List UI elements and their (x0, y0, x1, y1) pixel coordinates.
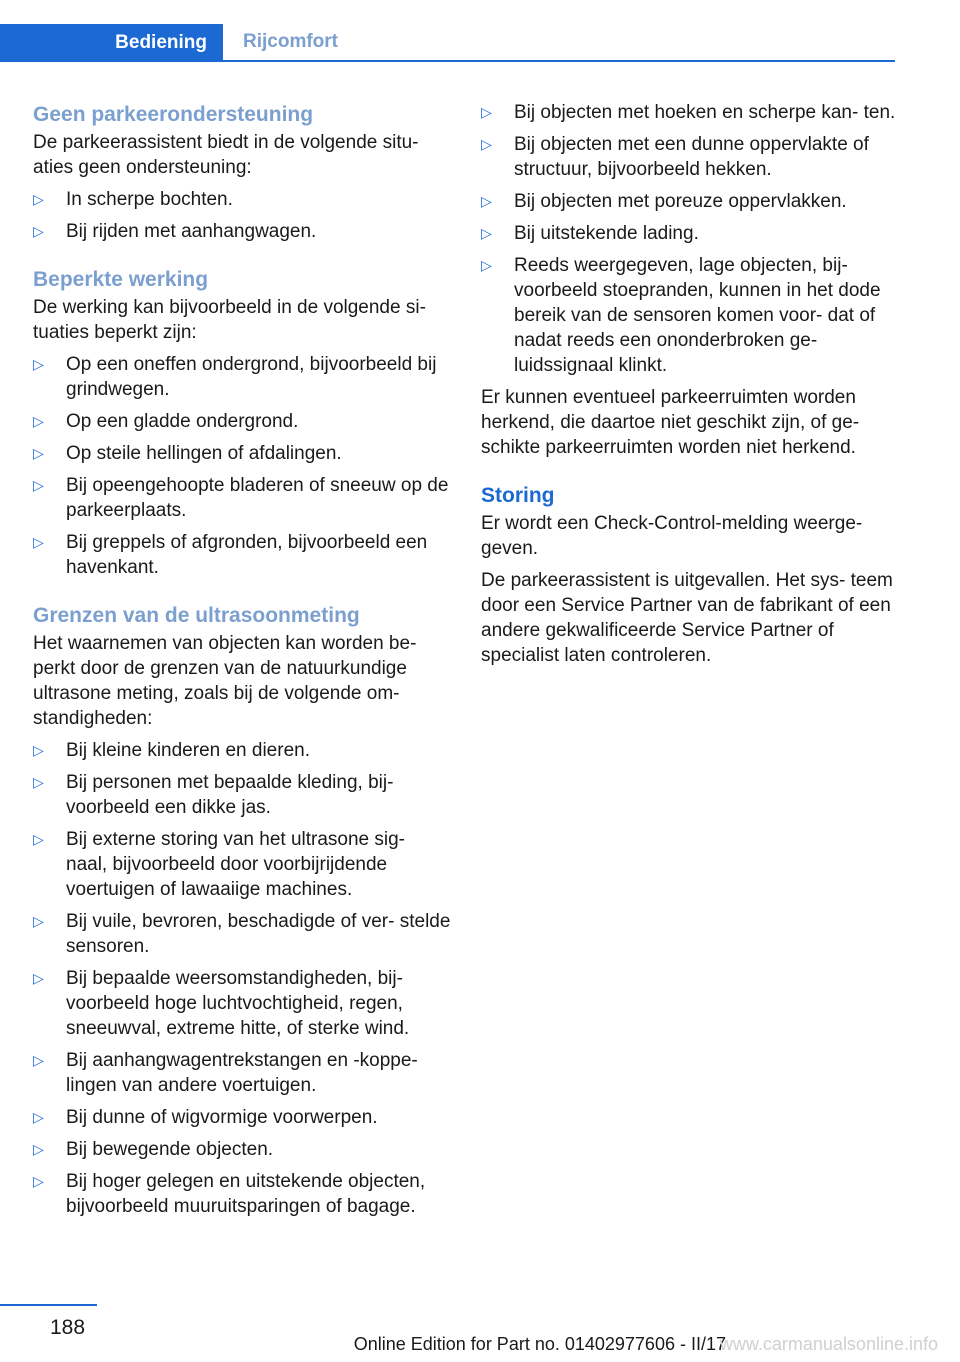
triangle-bullet-icon: ▷ (481, 104, 492, 120)
bullet-list (481, 100, 899, 378)
paragraph: Er kunnen eventueel parkeerruimten worden herkend, die daartoe niet geschikt zijn, of ge- schikte parkeerruimten worden niet herkend. (481, 387, 860, 458)
triangle-bullet-icon: ▷ (481, 136, 492, 152)
list-item: ▷ Bij aanhangwagentrekstangen en -koppe- lingen van andere voertuigen. (33, 1050, 418, 1096)
triangle-bullet-icon: ▷ (33, 534, 44, 550)
triangle-bullet-icon: ▷ (33, 223, 44, 239)
list-item: ▷ Bij rijden met aanhangwagen. (33, 221, 317, 242)
tab-bediening: Bediening (0, 24, 223, 62)
list-item: ▷ Reeds weergegeven, lage objecten, bij- voorbeeld stoepranden, kunnen in het dode bereik van de sensoren komen voor- dat of nadat reeds een ononderbroken ge- luidssignaal klinkt. (481, 255, 881, 376)
section-heading-grenzen-ultrasoonmeting: Grenzen van de ultrasoonmeting (33, 604, 360, 627)
section-intro: De parkeerassistent biedt in de volgende situ- aties geen ondersteuning: (33, 132, 419, 178)
triangle-bullet-icon: ▷ (33, 356, 44, 372)
list-item: ▷ Bij kleine kinderen en dieren. (33, 740, 310, 761)
section-heading-storing: Storing (481, 484, 555, 507)
list-item: ▷ Bij opeengehoopte bladeren of sneeuw op de parkeerplaats. (33, 475, 449, 521)
list-item: ▷ Bij vuile, bevroren, beschadigde of ver- stelde sensoren. (33, 911, 451, 957)
list-item: ▷ Bij dunne of wigvormige voorwerpen. (33, 1107, 378, 1128)
triangle-bullet-icon: ▷ (33, 1109, 44, 1125)
tab-underline (0, 60, 895, 62)
list-item: ▷ Bij bepaalde weersomstandigheden, bij- voorbeeld hoge luchtvochtigheid, regen, sneeuwval, extreme hitte, of sterke wind. (33, 968, 410, 1039)
triangle-bullet-icon: ▷ (33, 1173, 44, 1189)
left-column (33, 100, 451, 1226)
section-heading-geen-parkeerondersteuning: Geen parkeerondersteuning (33, 103, 314, 126)
list-item: ▷ Op een gladde ondergrond. (33, 411, 299, 432)
triangle-bullet-icon: ▷ (33, 970, 44, 986)
page-number: 188 (50, 1316, 86, 1339)
chapter-tab-bar (0, 24, 895, 62)
triangle-bullet-icon: ▷ (33, 445, 44, 461)
triangle-bullet-icon: ▷ (33, 477, 44, 493)
tab-rijcomfort: Rijcomfort (243, 31, 338, 52)
watermark: www.carmanualsonline.info (719, 1334, 938, 1354)
triangle-bullet-icon: ▷ (33, 831, 44, 847)
section-heading-beperkte-werking: Beperkte werking (33, 268, 209, 291)
list-item: ▷ Bij objecten met hoeken en scherpe kan- ten. (481, 102, 896, 123)
triangle-bullet-icon: ▷ (481, 225, 492, 241)
list-item: ▷ In scherpe bochten. (33, 189, 233, 210)
section-intro: De werking kan bijvoorbeeld in de volgende si- tuaties beperkt zijn: (33, 297, 426, 343)
list-item: ▷ Bij personen met bepaalde kleding, bij- voorbeeld een dikke jas. (33, 772, 394, 818)
list-item: ▷ Bij bewegende objecten. (33, 1139, 274, 1160)
triangle-bullet-icon: ▷ (33, 913, 44, 929)
paragraph: Er wordt een Check-Control-melding weerge- geven. (481, 513, 863, 559)
list-item: ▷ Op een oneffen ondergrond, bijvoorbeeld bij grindwegen. (33, 354, 437, 400)
list-item: ▷ Bij externe storing van het ultrasone sig- naal, bijvoorbeeld door voorbijrijdende voertuigen of lawaaiige machines. (33, 829, 406, 900)
triangle-bullet-icon: ▷ (33, 1052, 44, 1068)
triangle-bullet-icon: ▷ (33, 413, 44, 429)
list-item: ▷ Bij objecten met een dunne oppervlakte of structuur, bijvoorbeeld hekken. (481, 134, 869, 180)
triangle-bullet-icon: ▷ (33, 191, 44, 207)
list-item: ▷ Bij uitstekende lading. (481, 223, 699, 244)
list-item: ▷ Op steile hellingen of afdalingen. (33, 443, 342, 464)
bullet-list (33, 187, 451, 244)
section-intro: Het waarnemen van objecten kan worden be- perkt door de grenzen van de natuurkundige ultrasone meting, zoals bij de volgende om- standigheden: (33, 633, 417, 729)
triangle-bullet-icon: ▷ (33, 774, 44, 790)
triangle-bullet-icon: ▷ (481, 257, 492, 273)
paragraph: De parkeerassistent is uitgevallen. Het sys- teem door een Service Partner van de fabrikant of een andere gekwalificeerde Service Partner of specialist laten controleren. (481, 570, 893, 666)
bullet-list (33, 738, 451, 1219)
list-item: ▷ Bij hoger gelegen en uitstekende objecten, bijvoorbeeld muuruitsparingen of bagage. (33, 1171, 426, 1217)
list-item: ▷ Bij objecten met poreuze oppervlakken. (481, 191, 847, 212)
bullet-list (33, 352, 451, 580)
triangle-bullet-icon: ▷ (33, 1141, 44, 1157)
list-item: ▷ Bij greppels of afgronden, bijvoorbeeld een havenkant. (33, 532, 428, 578)
page-number-rule (0, 1304, 97, 1306)
right-column (481, 100, 899, 675)
triangle-bullet-icon: ▷ (33, 742, 44, 758)
edition-footer: Online Edition for Part no. 01402977606 - II/17 (353, 1334, 726, 1354)
triangle-bullet-icon: ▷ (481, 193, 492, 209)
